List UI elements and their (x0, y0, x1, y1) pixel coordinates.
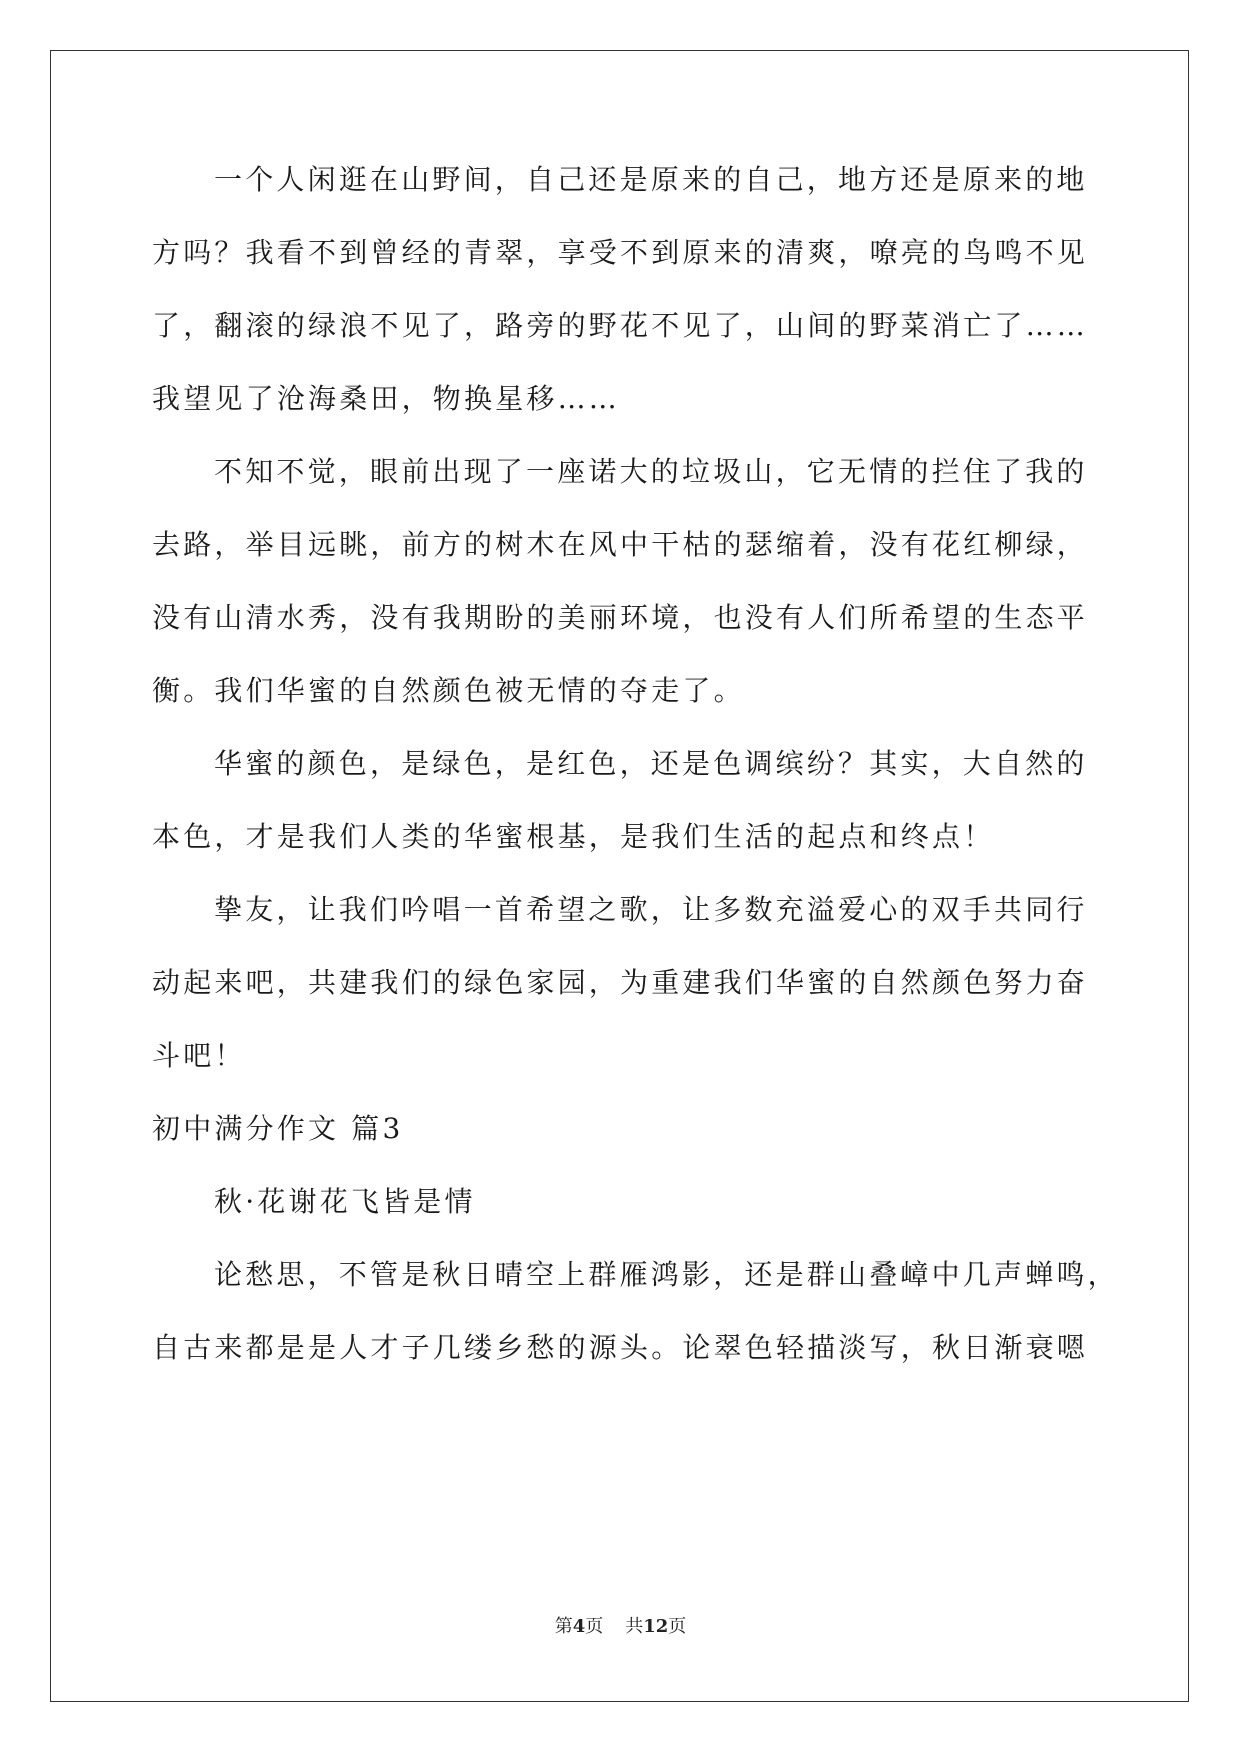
paragraph-line: 本色，才是我们人类的华蜜根基，是我们生活的起点和终点！ (152, 820, 995, 853)
page-suffix: 页 (585, 1616, 604, 1637)
paragraph-line: 自古来都是是人才子几缕乡愁的源头。论翠色轻描淡写，秋日渐衰嗯 (152, 1331, 1089, 1364)
paragraph-line: 挚友，让我们吟唱一首希望之歌，让多数充溢爱心的双手共同行 (214, 893, 1088, 926)
paragraph-line: 没有山清水秀，没有我期盼的美丽环境，也没有人们所希望的生态平 (152, 601, 1089, 634)
paragraph-line: 了，翻滚的绿浪不见了，路旁的野花不见了，山间的野菜消亡了…… (152, 309, 1089, 342)
paragraph-line: 华蜜的颜色，是绿色，是红色，还是色调缤纷？其实，大自然的 (214, 747, 1088, 780)
paragraph-line: 斗吧！ (152, 1039, 246, 1072)
paragraph-line: 一个人闲逛在山野间，自己还是原来的自己，地方还是原来的地 (214, 163, 1088, 196)
paragraph-line: 论愁思，不管是秋日晴空上群雁鸿影，还是群山叠嶂中几声蝉鸣， (214, 1258, 1119, 1291)
article-title: 秋·花谢花飞皆是情 (214, 1185, 476, 1218)
page-footer (0, 1612, 1241, 1638)
page-prefix: 第 (554, 1616, 573, 1637)
total-pages: 12 (643, 1616, 669, 1637)
paragraph-line: 衡。我们华蜜的自然颜色被无情的夺走了。 (152, 674, 745, 707)
page-border (50, 50, 1189, 1702)
total-prefix: 共 (625, 1616, 644, 1637)
paragraph-line: 动起来吧，共建我们的绿色家园，为重建我们华蜜的自然颜色努力奋 (152, 966, 1089, 999)
paragraph-line: 去路，举目远眺，前方的树木在风中干枯的瑟缩着，没有花红柳绿， (152, 528, 1089, 561)
page-number: 4 (572, 1616, 586, 1637)
paragraph-line: 不知不觉，眼前出现了一座诺大的垃圾山，它无情的拦住了我的 (214, 455, 1088, 488)
paragraph-line: 我望见了沧海桑田，物换星移…… (152, 382, 621, 415)
paragraph-line: 方吗？我看不到曾经的青翠，享受不到原来的清爽，嘹亮的鸟鸣不见 (152, 236, 1089, 269)
section-heading: 初中满分作文 篇3 (152, 1112, 404, 1145)
total-suffix: 页 (668, 1616, 687, 1637)
